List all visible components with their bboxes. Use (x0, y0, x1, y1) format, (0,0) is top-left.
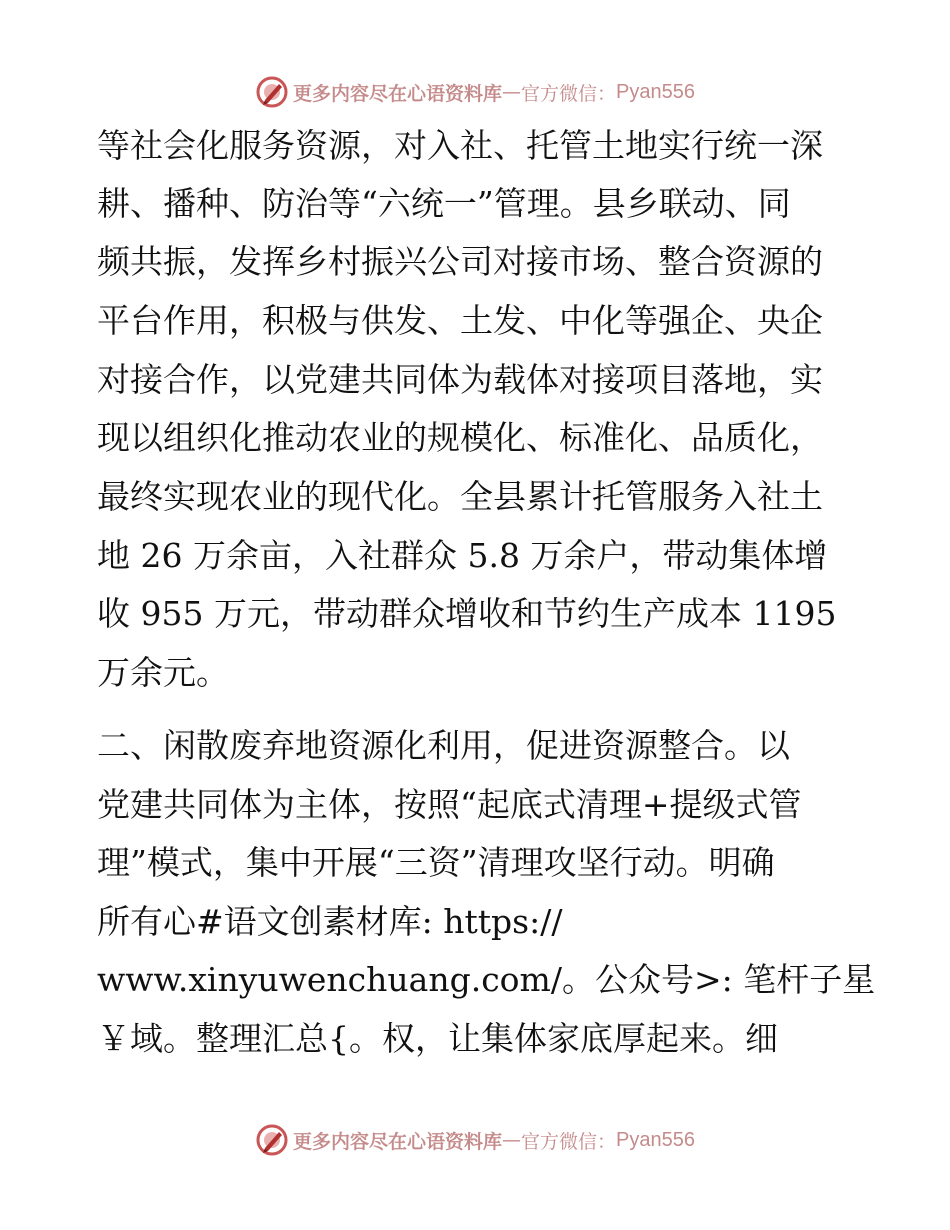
header-site-name: 更多内容尽在心语资料库 (293, 82, 503, 105)
body-line: 万余元。 (97, 653, 229, 692)
body-line: 所有心#语文创素材库: https:// (97, 902, 563, 941)
header-wechat-label: 官方微信： (521, 82, 617, 105)
body-line: 频共振，发挥乡村振兴公司对接市场、整合资源的 (97, 242, 823, 281)
footer-banner (0, 1118, 950, 1162)
pen-logo-icon (255, 1123, 289, 1157)
pen-logo-icon (255, 75, 289, 109)
footer-wechat-label: 官方微信： (521, 1130, 617, 1153)
body-line: 平台作用，积极与供发、土发、中化等强企、央企 (97, 301, 823, 340)
header-banner (0, 70, 950, 114)
footer-separator: — (502, 1129, 522, 1151)
body-line: www.xinyuwenchuang.com/。公众号>: 笔杆子星 (97, 960, 876, 999)
body-line: 对接合作，以党建共同体为载体对接项目落地，实 (97, 360, 823, 399)
body-line: 收 955 万元，带动群众增收和节约生产成本 1195 (97, 594, 837, 633)
footer-wechat-id: Pyan556 (616, 1128, 695, 1151)
body-line: 等社会化服务资源，对入社、托管土地实行统一深 (97, 126, 823, 165)
body-line: 最终实现农业的现代化。全县累计托管服务入社土 (97, 477, 823, 516)
body-line: 现以组织化推动农业的规模化、标准化、品质化， (97, 418, 823, 457)
header-wechat-id: Pyan556 (616, 80, 695, 103)
body-line: 党建共同体为主体，按照“起底式清理+提级式管 (97, 785, 802, 824)
body-line: 地 26 万余亩，入社群众 5.8 万余户，带动集体增 (97, 536, 828, 575)
footer-site-name: 更多内容尽在心语资料库 (293, 1130, 503, 1153)
body-line: 耕、播种、防治等“六统一”管理。县乡联动、同 (97, 184, 791, 223)
body-line: ￥域。整理汇总{。权，让集体家底厚起来。细 (97, 1019, 778, 1058)
header-separator: — (502, 81, 522, 103)
body-line: 理”模式，集中开展“三资”清理攻坚行动。明确 (97, 843, 775, 882)
section-heading-line: 二、闲散废弃地资源化利用，促进资源整合。以 (97, 726, 790, 765)
